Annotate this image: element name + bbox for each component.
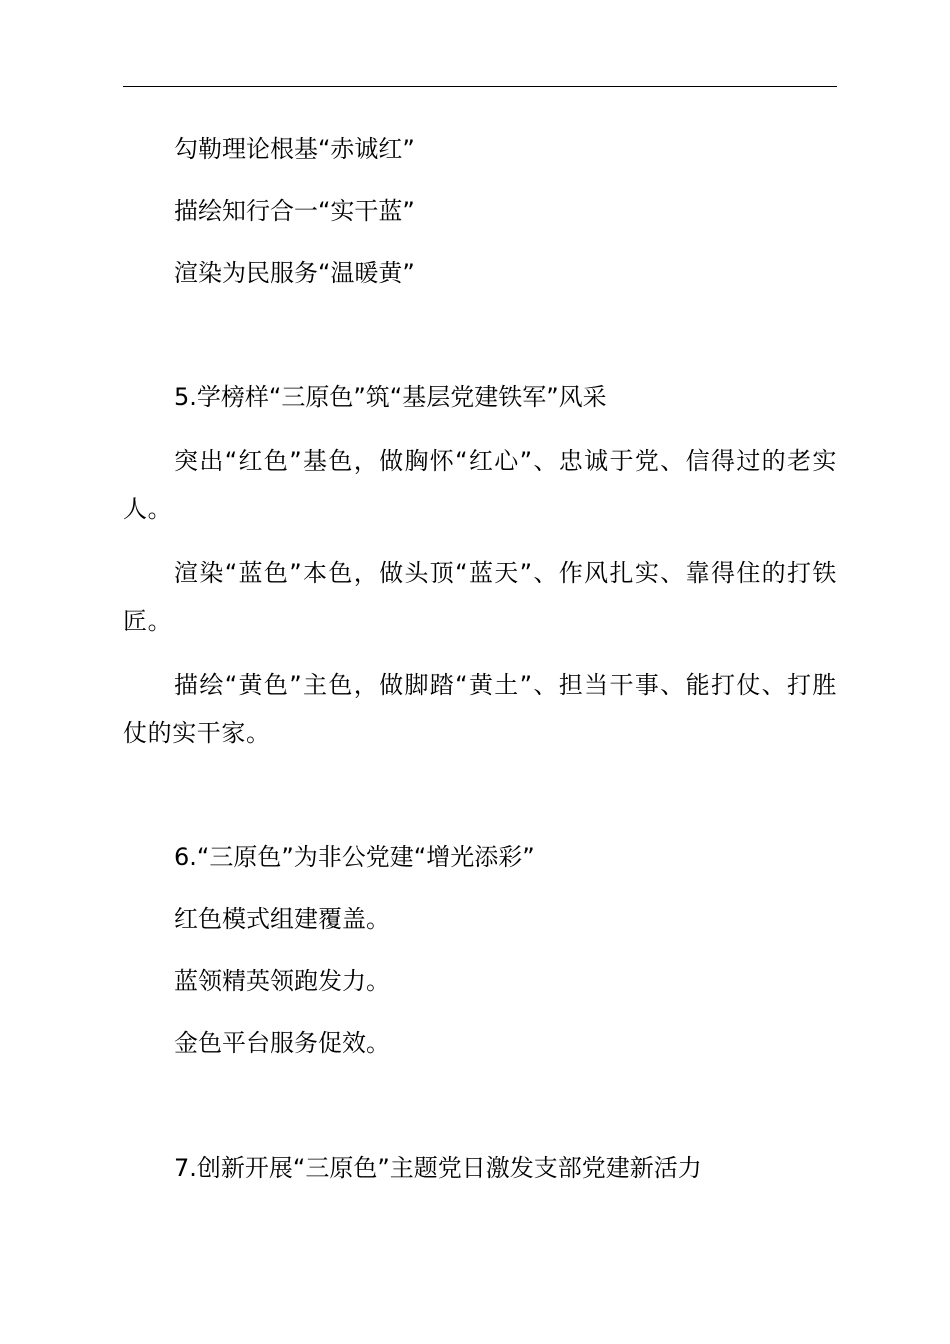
paragraph-red: 突出“红色”基色，做胸怀“红心”、忠诚于党、信得过的老实人。 <box>123 447 837 523</box>
section-7-heading: 7.创新开展“三原色”主题党日激发支部党建新活力 <box>174 1154 702 1182</box>
header-rule <box>123 86 837 87</box>
section-5-heading: 5.学榜样“三原色”筑“基层党建铁军”风采 <box>174 383 607 411</box>
section-6-item: 金色平台服务促效。 <box>174 1029 390 1057</box>
text-line-red: 勾勒理论根基“赤诚红” <box>174 135 415 163</box>
section-6-item: 红色模式组建覆盖。 <box>174 905 390 933</box>
section-6-heading: 6.“三原色”为非公党建“增光添彩” <box>174 843 535 871</box>
section-6-item: 蓝领精英领跑发力。 <box>174 967 390 995</box>
paragraph-blue: 渲染“蓝色”本色，做头顶“蓝天”、作风扎实、靠得住的打铁匠。 <box>123 559 837 635</box>
text-line-blue: 描绘知行合一“实干蓝” <box>174 197 415 225</box>
text-line-yellow: 渲染为民服务“温暖黄” <box>174 259 415 287</box>
paragraph-yellow: 描绘“黄色”主色，做脚踏“黄土”、担当干事、能打仗、打胜仗的实干家。 <box>123 671 837 747</box>
